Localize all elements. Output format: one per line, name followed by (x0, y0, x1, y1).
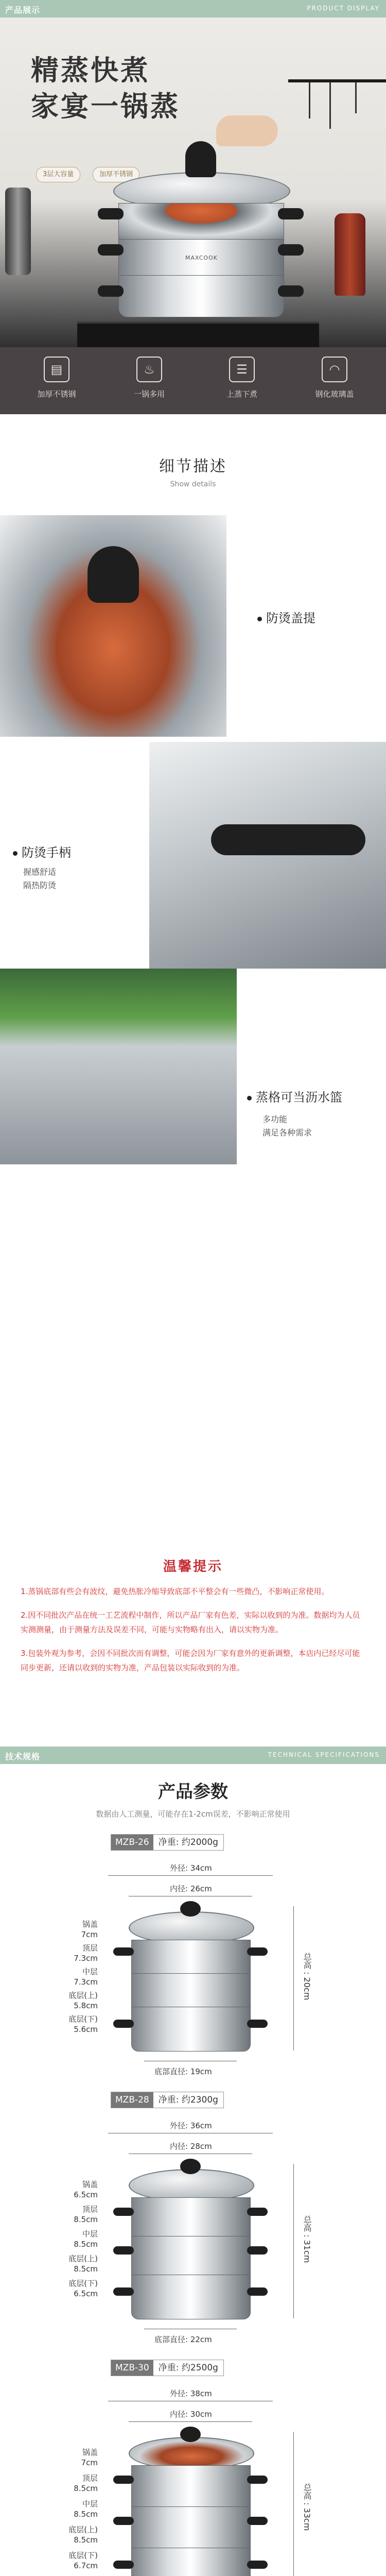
details-subtitle: Show details (170, 480, 216, 488)
details-title: 细节描述 (159, 457, 227, 476)
section-subtitle: PRODUCT DISPLAY (307, 5, 380, 12)
model-badge: MZB-26 净重: 约2000g (111, 1834, 224, 1851)
hero-line-1: 精蒸快煮 (31, 54, 150, 87)
dimension-line (129, 2421, 252, 2422)
detail-lid-photo (0, 515, 226, 737)
section-title: 产品展示 (5, 5, 41, 15)
model-badge: MZB-28 净重: 约2300g (111, 2092, 224, 2108)
height-line (293, 1906, 294, 2050)
lid-knob (87, 546, 139, 603)
feature-label: 上蒸下煮 (226, 389, 257, 399)
feature-label: 一锅多用 (133, 389, 165, 399)
inner-diameter: 内径: 28cm (170, 2142, 212, 2151)
kitchen-rail (288, 79, 386, 82)
hero-tag-capacity: 3层大容量 (36, 167, 80, 182)
bullet-dot (257, 617, 262, 621)
feature-label: 加厚不锈钢 (37, 389, 76, 399)
section-subtitle: TECHNICAL SPECIFICATIONS (268, 1751, 380, 1758)
bullet-dot (247, 1096, 252, 1100)
outer-diameter: 外径: 34cm (170, 1863, 212, 1873)
feature-strip (0, 347, 386, 414)
details-heading (0, 453, 386, 488)
layer-labels: 锅盖 7cm 顶层 7.3cm 中层 7.3cm 底层(上) 5.8cm 底层(下) 5.6cm (68, 1920, 98, 2034)
detail-title-basket: 蒸格可当沥水篮 (247, 1087, 342, 1105)
total-height: 总高 : 33cm (302, 2483, 312, 2531)
feature-item (299, 357, 371, 399)
outer-diameter: 外径: 38cm (170, 2389, 212, 2398)
inner-diameter: 内径: 30cm (170, 2410, 212, 2419)
section-bar-tech-specs (0, 1747, 386, 1764)
bottom-diameter: 底部直径: 19cm (154, 2067, 212, 2076)
pepper-grinder (5, 188, 31, 275)
params-title: 产品参数 (158, 1782, 228, 1802)
height-line (293, 2432, 294, 2576)
right-handle-top (278, 208, 304, 219)
left-handle-mid (98, 244, 124, 256)
steamer-pot-image (98, 136, 304, 332)
model-30-diagram (108, 2427, 273, 2576)
feature-item (206, 357, 278, 399)
tips-block (21, 1556, 365, 1675)
stack-icon: ▤ (44, 357, 69, 382)
stove-image (77, 321, 319, 347)
detail-basket-photo (0, 969, 237, 1164)
feature-item (113, 357, 185, 399)
detail-handle-photo (149, 742, 386, 969)
handle-closeup (211, 824, 365, 855)
params-subtitle: 数据由人工测量，可能存在1-2cm误差，不影响正常使用 (96, 1809, 290, 1819)
height-line (293, 2164, 294, 2318)
bottom-pot (118, 275, 284, 317)
model-badge: MZB-30 净重: 约2500g (111, 2360, 224, 2376)
bottom-diameter: 底部直径: 22cm (154, 2335, 212, 2344)
layers-icon: ☰ (229, 357, 255, 382)
bullet-dot (13, 851, 17, 856)
tip-item: 2.因不同批次产品在统一工艺流程中制作，所以产品厂家有色差，实际以收到的为准。数据均为人员实测测量，由于测量方法及误差不同，可能与实物略有出入，请以实物为准。 (21, 1611, 360, 1634)
total-height: 总高 : 20cm (302, 1953, 312, 2001)
pot-icon: ♨ (136, 357, 162, 382)
utensil-3 (355, 82, 357, 113)
total-height: 总高 : 31cm (302, 2215, 312, 2263)
detail-desc-handle: 握感舒适 隔热防烫 (23, 867, 57, 890)
detail-desc-basket: 多功能 满足各种需求 (262, 1114, 312, 1138)
top-tier-with-crab (118, 203, 284, 240)
right-handle-bottom (278, 285, 304, 297)
section-title: 技术规格 (5, 1752, 41, 1761)
right-handle-mid (278, 244, 304, 256)
feature-label: 钢化玻璃盖 (315, 389, 354, 399)
utensil-2 (329, 82, 331, 129)
layer-labels: 锅盖 7cm 顶层 8.5cm 中层 8.5cm 底层(上) 8.5cm 底层(下) 6.7cm (68, 2448, 98, 2570)
hero-tag-steel: 加厚不锈钢 (93, 167, 139, 182)
tips-title: 温馨提示 (163, 1559, 223, 1574)
lid-knob (185, 141, 216, 177)
tip-item: 3.包装外观为参考，会因不同批次而有调整，可能会因为厂家有意外的更新调整，本店内已经尽可能同步更新，还请以收到的实物为准，产品包装以实际收到的为准。 (21, 1649, 360, 1672)
inner-diameter: 内径: 26cm (170, 1884, 212, 1893)
tip-item: 1.蒸锅底部有些会有波纹，避免热胀冷缩导致底部不平整会有一些微凸，不影响正常使用。 (21, 1587, 329, 1596)
hero-line-2: 家宴一锅蒸 (31, 90, 180, 123)
outer-diameter: 外径: 36cm (170, 2121, 212, 2130)
sauce-bottle (335, 213, 365, 296)
feature-item (21, 357, 93, 399)
left-handle-top (98, 208, 124, 219)
section-bar-product-display (0, 0, 386, 18)
dimension-line (108, 1875, 273, 1876)
left-handle-bottom (98, 285, 124, 297)
hero-banner (0, 18, 386, 347)
hand-lifting-lid (216, 115, 278, 146)
layer-labels: 锅盖 6.5cm 顶层 8.5cm 中层 8.5cm 底层(上) 8.5cm 底层(下) 6.5cm (68, 2180, 98, 2298)
utensil-1 (309, 82, 310, 118)
dome-icon: ◠ (322, 357, 347, 382)
model-28-diagram (108, 2159, 273, 2324)
pot-brand-mark: MAXCOOK (185, 255, 218, 261)
detail-title-lid: 防烫盖提 (257, 608, 315, 626)
model-26-diagram (108, 1901, 273, 2056)
detail-title-handle: 防烫手柄 (13, 842, 71, 860)
